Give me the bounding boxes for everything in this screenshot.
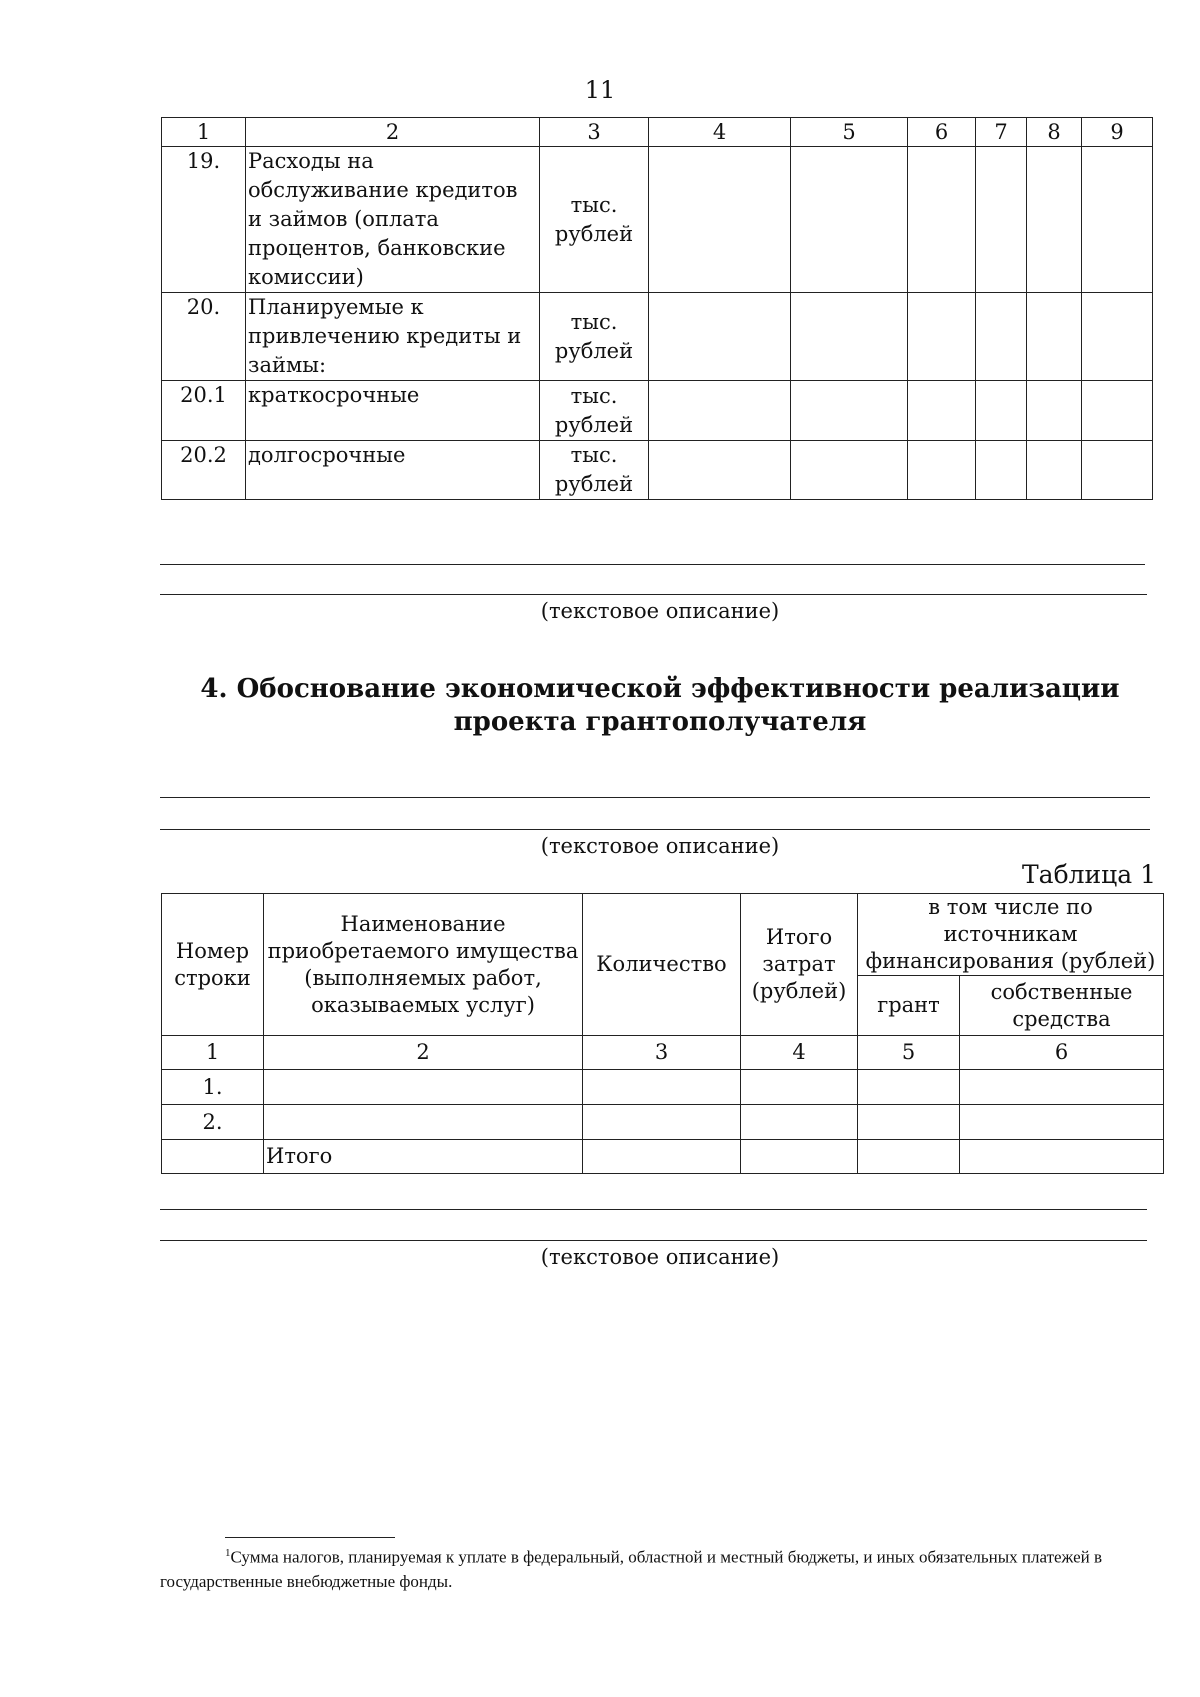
value-cell [858,1105,960,1140]
row-name: краткосрочные [246,381,540,441]
table-row [162,441,1153,500]
footnote-text: Сумма налогов, планируемая к уплате в федеральный, областной и местный бюджеты, и иных обязательных платежей в государственные внебюджетные фонды. [160,1547,1102,1591]
value-cell [264,1105,583,1140]
value-cell [649,381,791,441]
value-cell [960,1070,1164,1105]
value-cell [976,293,1027,381]
value-cell [264,1070,583,1105]
value-cell [976,381,1027,441]
value-cell [908,381,976,441]
value-cell [1082,441,1153,500]
value-cell [1027,147,1082,293]
row-number: 20.1 [162,381,246,441]
value-cell [908,147,976,293]
fill-in-line [160,797,1150,798]
header-total: Итого затрат (рублей) [741,894,858,1036]
column-number: 7 [976,118,1027,147]
column-number: 2 [264,1036,583,1070]
total-label: Итого [264,1140,583,1174]
value-cell [1027,441,1082,500]
page-number: 11 [584,76,616,104]
table-numbering-row [162,1036,1164,1070]
text-description-caption: (текстовое описание) [540,834,780,858]
header-own-funds: собственные средства [960,976,1164,1036]
column-number: 6 [960,1036,1164,1070]
section-heading: 4. Обоснование экономической эффективности реализации проекта грантополучателя [200,674,1120,737]
column-number: 1 [162,1036,264,1070]
header-name: Наименование приобретаемого имущества (выполняемых работ, оказываемых услуг) [264,894,583,1036]
row-name: Планируемые к привлечению кредиты и займы: [246,293,540,381]
fill-in-line [160,1240,1147,1241]
property-costs-table [161,893,1164,1174]
value-cell [858,1070,960,1105]
value-cell [741,1070,858,1105]
value-cell [583,1070,741,1105]
fill-in-line [160,829,1150,830]
column-number: 1 [162,118,246,147]
column-number: 2 [246,118,540,147]
column-number: 3 [583,1036,741,1070]
column-number: 8 [1027,118,1082,147]
value-cell [960,1140,1164,1174]
value-cell [741,1140,858,1174]
column-number: 4 [741,1036,858,1070]
row-number: 1. [162,1070,264,1105]
table-row [162,293,1153,381]
row-name: Расходы на обслуживание кредитов и займов (оплата процентов, банковские комиссии) [246,147,540,293]
row-number: 19. [162,147,246,293]
table-row [162,1070,1164,1105]
value-cell [162,1140,264,1174]
table-total-row [162,1140,1164,1174]
value-cell [908,441,976,500]
value-cell [649,293,791,381]
value-cell [976,147,1027,293]
text-description-caption: (текстовое описание) [540,599,780,623]
value-cell [741,1105,858,1140]
fill-in-line [160,564,1145,565]
value-cell [791,441,908,500]
table-title: Таблица 1 [1021,860,1156,889]
row-number: 2. [162,1105,264,1140]
table-row [162,381,1153,441]
table-row [162,147,1153,293]
value-cell [583,1105,741,1140]
value-cell [908,293,976,381]
row-number: 20.2 [162,441,246,500]
table-header-row [162,118,1153,147]
value-cell [583,1140,741,1174]
value-cell [1027,293,1082,381]
header-grant: грант [858,976,960,1036]
value-cell [1082,147,1153,293]
footnote [160,1541,1160,1594]
footnote-marker: 1 [225,1547,231,1559]
header-row-number: Номер строки [162,894,264,1036]
column-number: 5 [791,118,908,147]
column-number: 3 [540,118,649,147]
value-cell [976,441,1027,500]
row-unit: тыс. рублей [540,381,649,441]
fill-in-line [160,1209,1147,1210]
value-cell [858,1140,960,1174]
value-cell [791,293,908,381]
header-sources: в том числе по источникам финансирования (рублей) [858,894,1164,976]
fill-in-line [160,594,1147,595]
row-number: 20. [162,293,246,381]
table-row [162,1105,1164,1140]
column-number: 4 [649,118,791,147]
column-number: 5 [858,1036,960,1070]
value-cell [1082,293,1153,381]
footnote-separator [225,1537,395,1538]
value-cell [649,147,791,293]
value-cell [791,381,908,441]
row-name: долгосрочные [246,441,540,500]
text-description-caption: (текстовое описание) [540,1245,780,1269]
table-header-row [162,894,1164,976]
column-number: 9 [1082,118,1153,147]
row-unit: тыс. рублей [540,441,649,500]
row-unit: тыс. рублей [540,293,649,381]
value-cell [960,1105,1164,1140]
value-cell [1082,381,1153,441]
value-cell [1027,381,1082,441]
row-unit: тыс. рублей [540,147,649,293]
value-cell [649,441,791,500]
financial-indicators-table [161,117,1153,500]
header-quantity: Количество [583,894,741,1036]
column-number: 6 [908,118,976,147]
value-cell [791,147,908,293]
